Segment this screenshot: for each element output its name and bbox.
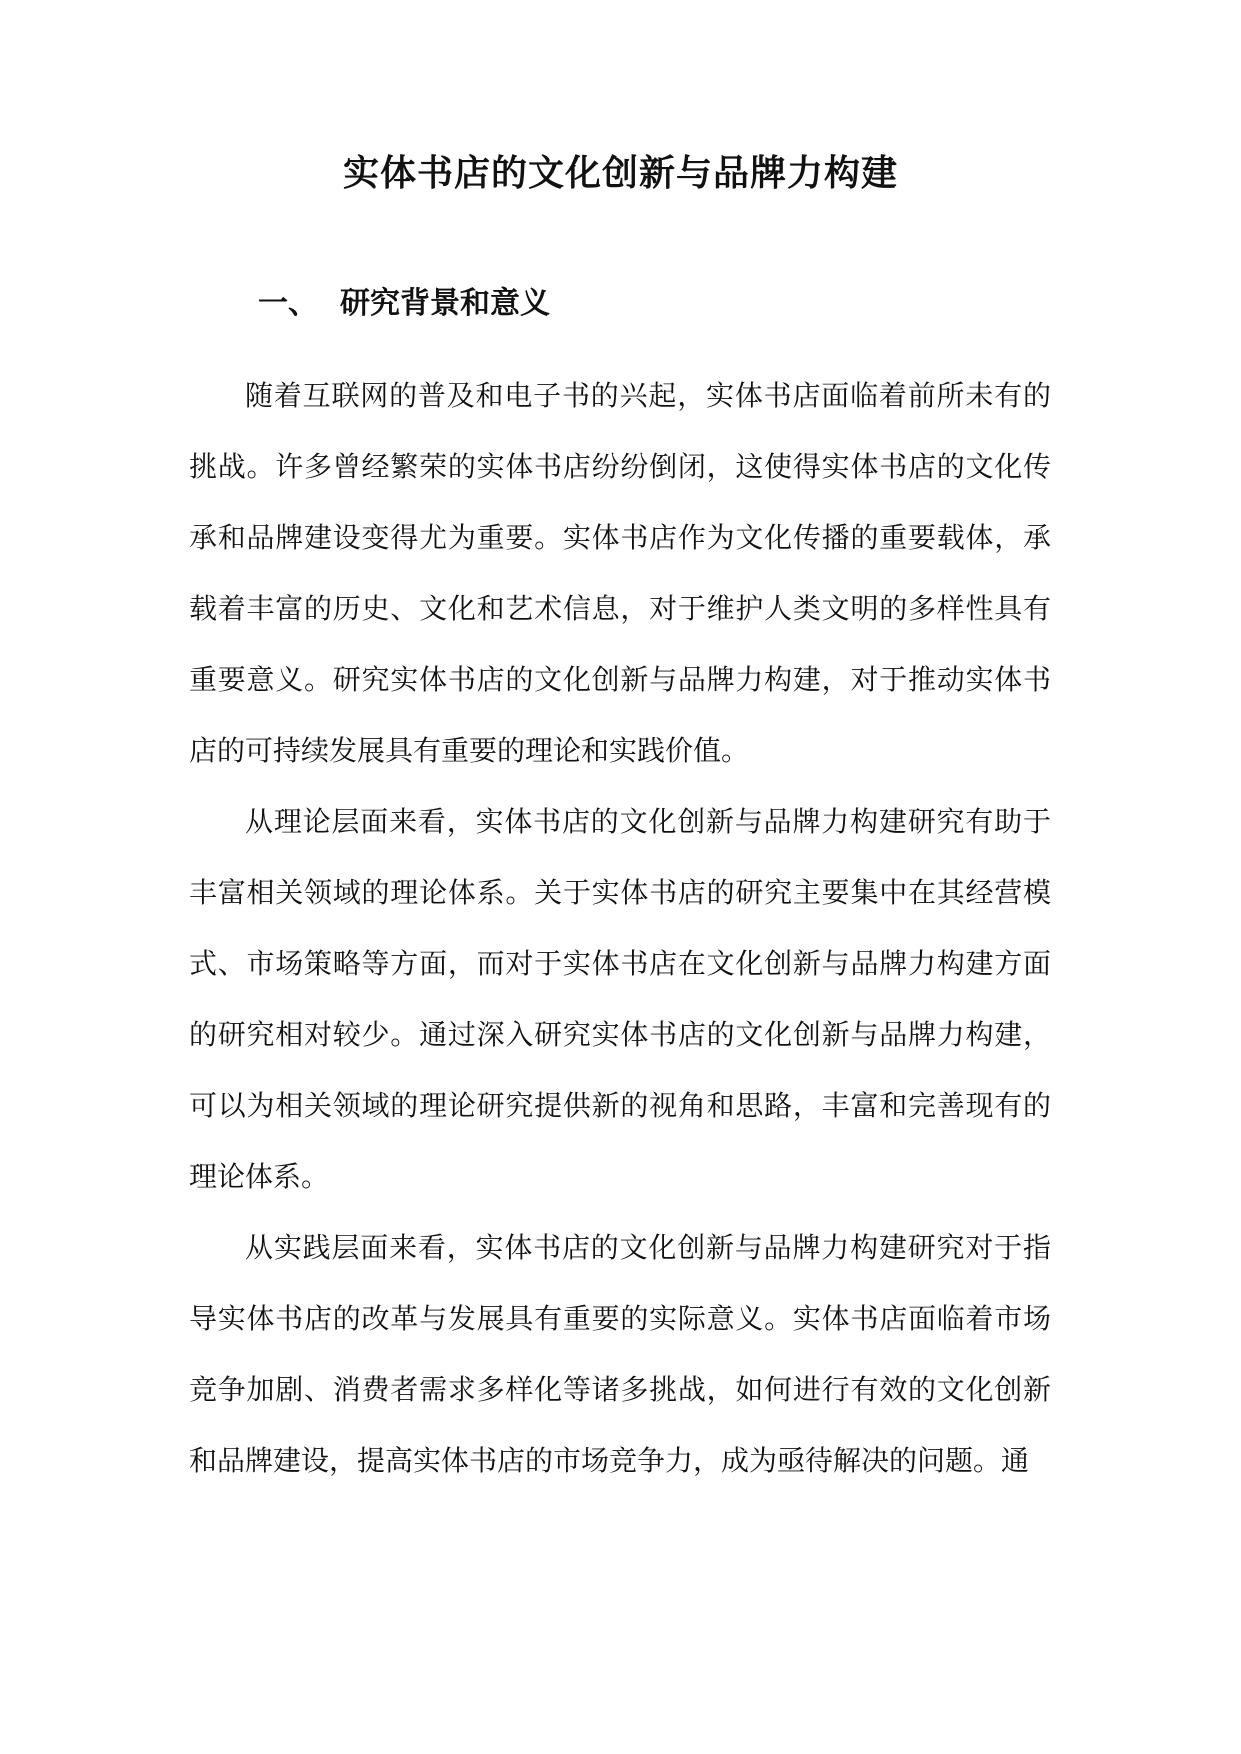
paragraph-practice: 从实践层面来看，实体书店的文化创新与品牌力构建研究对于指导实体书店的改革与发展具有重要的实际意义。实体书店面临着市场竞争加剧、消费者需求多样化等诸多挑战，如何进行有效的文化创新和品牌建设，提高实体书店的市场竞争力，成为亟待解决的问题。通 [189,1231,1051,1477]
section-heading-text: 研究背景和意义 [340,286,550,321]
section-heading [258,282,550,326]
paragraph-theory: 从理论层面来看，实体书店的文化创新与品牌力构建研究有助于丰富相关领域的理论体系。关于实体书店的研究主要集中在其经营模式、市场策略等方面，而对于实体书店在文化创新与品牌力构建方面的研究相对较少。通过深入研究实体书店的文化创新与品牌力构建，可以为相关领域的理论研究提供新的视角和思路，丰富和完善现有的理论体系。 [189,805,1051,1193]
body-text [189,360,1051,1496]
page-title: 实体书店的文化创新与品牌力构建 [342,152,898,194]
section-number: 一、 [258,286,318,321]
paragraph-background: 随着互联网的普及和电子书的兴起，实体书店面临着前所未有的挑战。许多曾经繁荣的实体书店纷纷倒闭，这使得实体书店的文化传承和品牌建设变得尤为重要。实体书店作为文化传播的重要载体，承载着丰富的历史、文化和艺术信息，对于维护人类文明的多样性具有重要意义。研究实体书店的文化创新与品牌力构建，对于推动实体书店的可持续发展具有重要的理论和实践价值。 [189,379,1051,767]
